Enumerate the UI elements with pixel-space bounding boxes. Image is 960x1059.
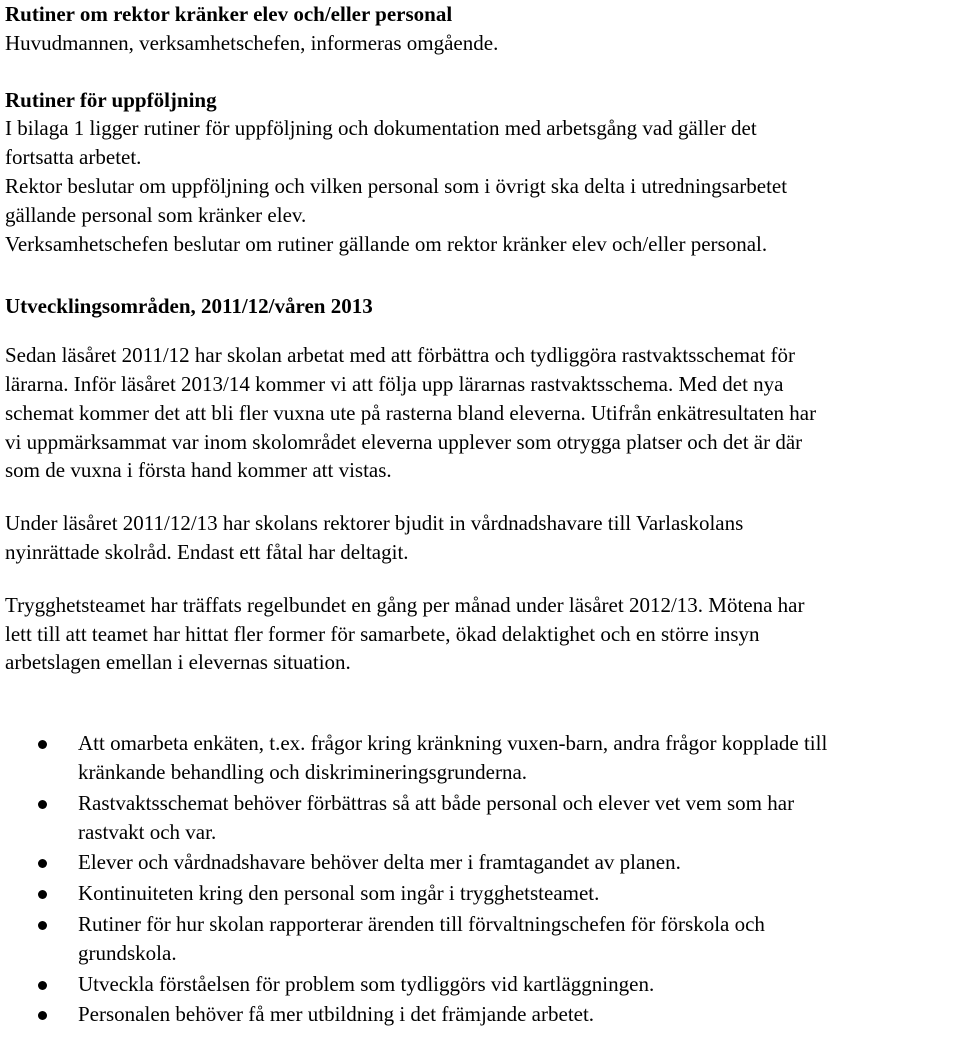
section-rektor-kranker	[5, 0, 957, 58]
list-item	[5, 729, 957, 787]
paragraph-line: Trygghetsteamet har träffats regelbundet en gång per månad under läsåret 2012/13. Mötena har	[5, 592, 805, 617]
bullet-icon	[38, 921, 47, 930]
list-item	[5, 879, 957, 908]
paragraph-line: Huvudmannen, verksamhetschefen, informeras omgående.	[5, 30, 499, 55]
paragraph-line: gällande personal som kränker elev.	[5, 202, 307, 227]
list-item-line: grundskola.	[78, 940, 177, 965]
section-utvecklingsomraden	[5, 292, 957, 677]
list-item-line: Kontinuiteten kring den personal som ingår i trygghetsteamet.	[78, 881, 600, 906]
list-item	[5, 1000, 957, 1029]
paragraph-line: Sedan läsåret 2011/12 har skolan arbetat med att förbättra och tydliggöra rastvaktsschemat för	[5, 343, 795, 368]
list-item-line: Att omarbeta enkäten, t.ex. frågor kring kränkning vuxen-barn, andra frågor kopplade till	[78, 731, 828, 756]
bullet-icon	[38, 800, 47, 809]
list-item	[5, 970, 957, 999]
list-item-line: kränkande behandling och diskrimineringsgrunderna.	[78, 759, 528, 784]
list-item	[5, 910, 957, 968]
bullet-icon	[38, 890, 47, 899]
list-item-line: Personalen behöver få mer utbildning i det främjande arbetet.	[78, 1002, 595, 1027]
paragraph-line: I bilaga 1 ligger rutiner för uppföljning och dokumentation med arbetsgång vad gäller det	[5, 116, 757, 141]
paragraph-rastvakt	[5, 341, 957, 485]
document-page	[5, 0, 957, 1029]
paragraph-line: schemat kommer det att bli fler vuxna ute på rasterna bland eleverna. Utifrån enkätresultaten har	[5, 400, 817, 425]
paragraph-line: nyinrättade skolråd. Endast ett fåtal har deltagit.	[5, 539, 409, 564]
section-heading: Utvecklingsområden, 2011/12/våren 2013	[5, 294, 373, 319]
list-item-line: Rutiner för hur skolan rapporterar ärenden till förvaltningschefen för förskola och	[78, 911, 765, 936]
list-item-line: Rastvaktsschemat behöver förbättras så att både personal och elever vet vem som har	[78, 790, 795, 815]
list-item	[5, 789, 957, 847]
paragraph-line: fortsatta arbetet.	[5, 145, 142, 170]
paragraph-skolrad	[5, 509, 957, 567]
paragraph-line: arbetslagen emellan i elevernas situation.	[5, 650, 351, 675]
paragraph-trygghetsteamet	[5, 591, 957, 677]
section-heading: Rutiner för uppföljning	[5, 87, 217, 112]
paragraph-line: vi uppmärksammat var inom skolområdet eleverna upplever som otrygga platser och det är där	[5, 429, 803, 454]
list-item-line: Utveckla förståelsen för problem som tydliggörs vid kartläggningen.	[78, 971, 655, 996]
paragraph-line: som de vuxna i första hand kommer att vistas.	[5, 458, 392, 483]
list-item-line: rastvakt och var.	[78, 819, 217, 844]
bullet-icon	[38, 740, 47, 749]
list-item	[5, 848, 957, 877]
paragraph-line: Under läsåret 2011/12/13 har skolans rektorer bjudit in vårdnadshavare till Varlaskolans	[5, 511, 744, 536]
section-uppfoljning	[5, 86, 957, 259]
bullet-icon	[38, 981, 47, 990]
paragraph-line: lett till att teamet har hittat fler former för samarbete, ökad delaktighet och en större insyn	[5, 621, 760, 646]
list-item-line: Elever och vårdnadshavare behöver delta mer i framtagandet av planen.	[78, 850, 681, 875]
paragraph-line: Verksamhetschefen beslutar om rutiner gällande om rektor kränker elev och/eller personal.	[5, 231, 768, 256]
bullet-icon	[38, 859, 47, 868]
paragraph-line: Rektor beslutar om uppföljning och vilken personal som i övrigt ska delta i utredningsarbetet	[5, 173, 788, 198]
development-list	[5, 729, 957, 1029]
paragraph-line: lärarna. Inför läsåret 2013/14 kommer vi att följa upp lärarnas rastvaktsschema. Med det nya	[5, 371, 784, 396]
section-heading: Rutiner om rektor kränker elev och/eller personal	[5, 2, 453, 26]
bullet-icon	[38, 1011, 47, 1020]
